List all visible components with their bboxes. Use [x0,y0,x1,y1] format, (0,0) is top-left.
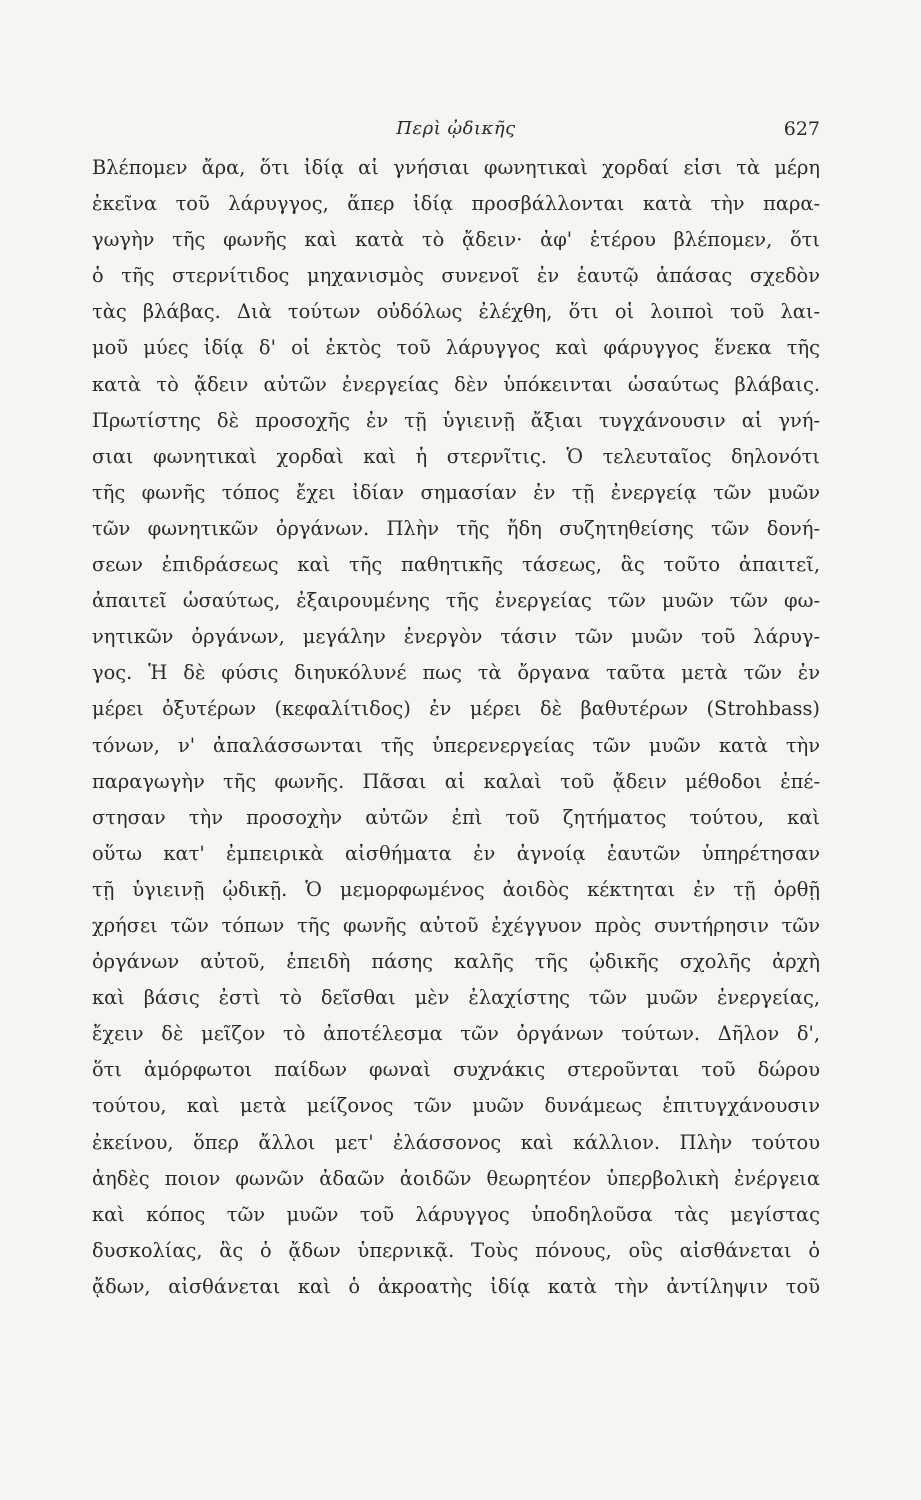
body-text [92,150,820,1305]
text-line: στησαν τὴν προσοχὴν αὐτῶν ἐπὶ τοῦ ζητήματος τούτου, καὶ [92,805,820,829]
text-line: μοῦ μύες ἰδίᾳ δ' οἱ ἐκτὸς τοῦ λάρυγγος καὶ φάρυγγος ἕνεκα τῆς [92,336,820,360]
text-line: ἔχειν δὲ μεῖζον τὸ ἀποτέλεσμα τῶν ὀργάνων τούτων. Δῆλον δ', [92,1022,820,1046]
text-line: ἐκείνου, ὅπερ ἄλλοι μετ' ἐλάσσονος καὶ κάλλιον. Πλὴν τούτου [92,1130,820,1154]
text-line: ὀργάνων αὐτοῦ, ἐπειδὴ πάσης καλῆς τῆς ᾠδικῆς σχολῆς ἀρχὴ [92,950,820,974]
text-line: τόνων, ν' ἀπαλάσσωνται τῆς ὑπερενεργείας τῶν μυῶν κατὰ τὴν [92,733,820,757]
text-line: ᾄδων, αἰσθάνεται καὶ ὁ ἀκροατὴς ἰδίᾳ κατὰ τὴν ἀντίληψιν τοῦ [92,1274,820,1298]
page-header [92,118,820,148]
text-line: κατὰ τὸ ᾄδειν αὐτῶν ἐνεργείας δὲν ὑπόκεινται ὡσαύτως βλάβαις. [92,372,820,396]
text-line: ἀηδὲς ποιον φωνῶν ἀδαῶν ἀοιδῶν θεωρητέον ὑπερβολικὴ ἐνέργεια [92,1166,820,1190]
text-line: καὶ κόπος τῶν μυῶν τοῦ λάρυγγος ὑποδηλοῦσα τὰς μεγίστας [92,1202,820,1226]
text-line: τὰς βλάβας. Διὰ τούτων οὐδόλως ἐλέχθη, ὅτι οἱ λοιποὶ τοῦ λαι- [92,300,820,324]
text-line: σιαι φωνητικαὶ χορδαὶ καὶ ἡ στερνῖτις. Ὁ τελευταῖος δηλονότι [92,444,820,468]
text-line: τῇ ὑγιεινῇ ᾠδικῇ. Ὁ μεμορφωμένος ἀοιδὸς κέκτηται ἐν τῇ ὀρθῇ [92,877,820,901]
text-line: γωγὴν τῆς φωνῆς καὶ κατὰ τὸ ᾄδειν· ἀφ' ἑτέρου βλέπομεν, ὅτι [92,228,820,252]
text-line: καὶ βάσις ἐστὶ τὸ δεῖσθαι μὲν ἐλαχίστης τῶν μυῶν ἐνεργείας, [92,986,820,1010]
text-line: ἐκεῖνα τοῦ λάρυγγος, ἅπερ ἰδίᾳ προσβάλλονται κατὰ τὴν παρα- [92,192,820,216]
text-line: Πρωτίστης δὲ προσοχῆς ἐν τῇ ὑγιεινῇ ἄξιαι τυγχάνουσιν αἱ γνή- [92,408,820,432]
running-title: Περὶ ᾠδικῆς [396,118,516,139]
page-number: 627 [783,118,820,140]
text-line: τούτου, καὶ μετὰ μείζονος τῶν μυῶν δυνάμεως ἐπιτυγχάνουσιν [92,1094,820,1118]
text-line: Βλέπομεν ἄρα, ὅτι ἰδίᾳ αἱ γνήσιαι φωνητικαὶ χορδαί εἰσι τὰ μέρη [92,156,820,179]
text-line: χρήσει τῶν τόπων τῆς φωνῆς αὐτοῦ ἐχέγγυον πρὸς συντήρησιν τῶν [92,913,820,937]
text-line: ὁ τῆς στερνίτιδος μηχανισμὸς συνενοῖ ἐν ἑαυτῷ ἁπάσας σχεδὸν [92,264,820,288]
text-line: ὅτι ἀμόρφωτοι παίδων φωναὶ συχνάκις στεροῦνται τοῦ δώρου [92,1058,820,1082]
text-line: οὕτω κατ' ἐμπειρικὰ αἰσθήματα ἐν ἀγνοίᾳ ἑαυτῶν ὑπηρέτησαν [92,841,820,865]
text-line: νητικῶν ὀργάνων, μεγάλην ἐνεργὸν τάσιν τῶν μυῶν τοῦ λάρυγ- [92,625,820,649]
text-line: γος. Ἡ δὲ φύσις διηυκόλυνέ πως τὰ ὄργανα ταῦτα μετὰ τῶν ἐν [92,661,820,685]
text-line: τῆς φωνῆς τόπος ἔχει ἰδίαν σημασίαν ἐν τῇ ἐνεργείᾳ τῶν μυῶν [92,480,820,504]
text-line: παραγωγὴν τῆς φωνῆς. Πᾶσαι αἱ καλαὶ τοῦ ᾄδειν μέθοδοι ἐπέ- [92,769,820,793]
text-line: τῶν φωνητικῶν ὀργάνων. Πλὴν τῆς ἤδη συζητηθείσης τῶν δονή- [92,516,820,540]
text-line: σεων ἐπιδράσεως καὶ τῆς παθητικῆς τάσεως, ἃς τοῦτο ἀπαιτεῖ, [92,553,820,577]
text-line: ἀπαιτεῖ ὡσαύτως, ἐξαιρουμένης τῆς ἐνεργείας τῶν μυῶν τῶν φω- [92,589,820,613]
text-line: δυσκολίας, ἃς ὁ ᾄδων ὑπερνικᾷ. Τοὺς πόνους, οὓς αἰσθάνεται ὁ [92,1238,820,1262]
text-line: μέρει ὀξυτέρων (κεφαλίτιδος) ἐν μέρει δὲ βαθυτέρων (Strohbass) [92,697,820,721]
